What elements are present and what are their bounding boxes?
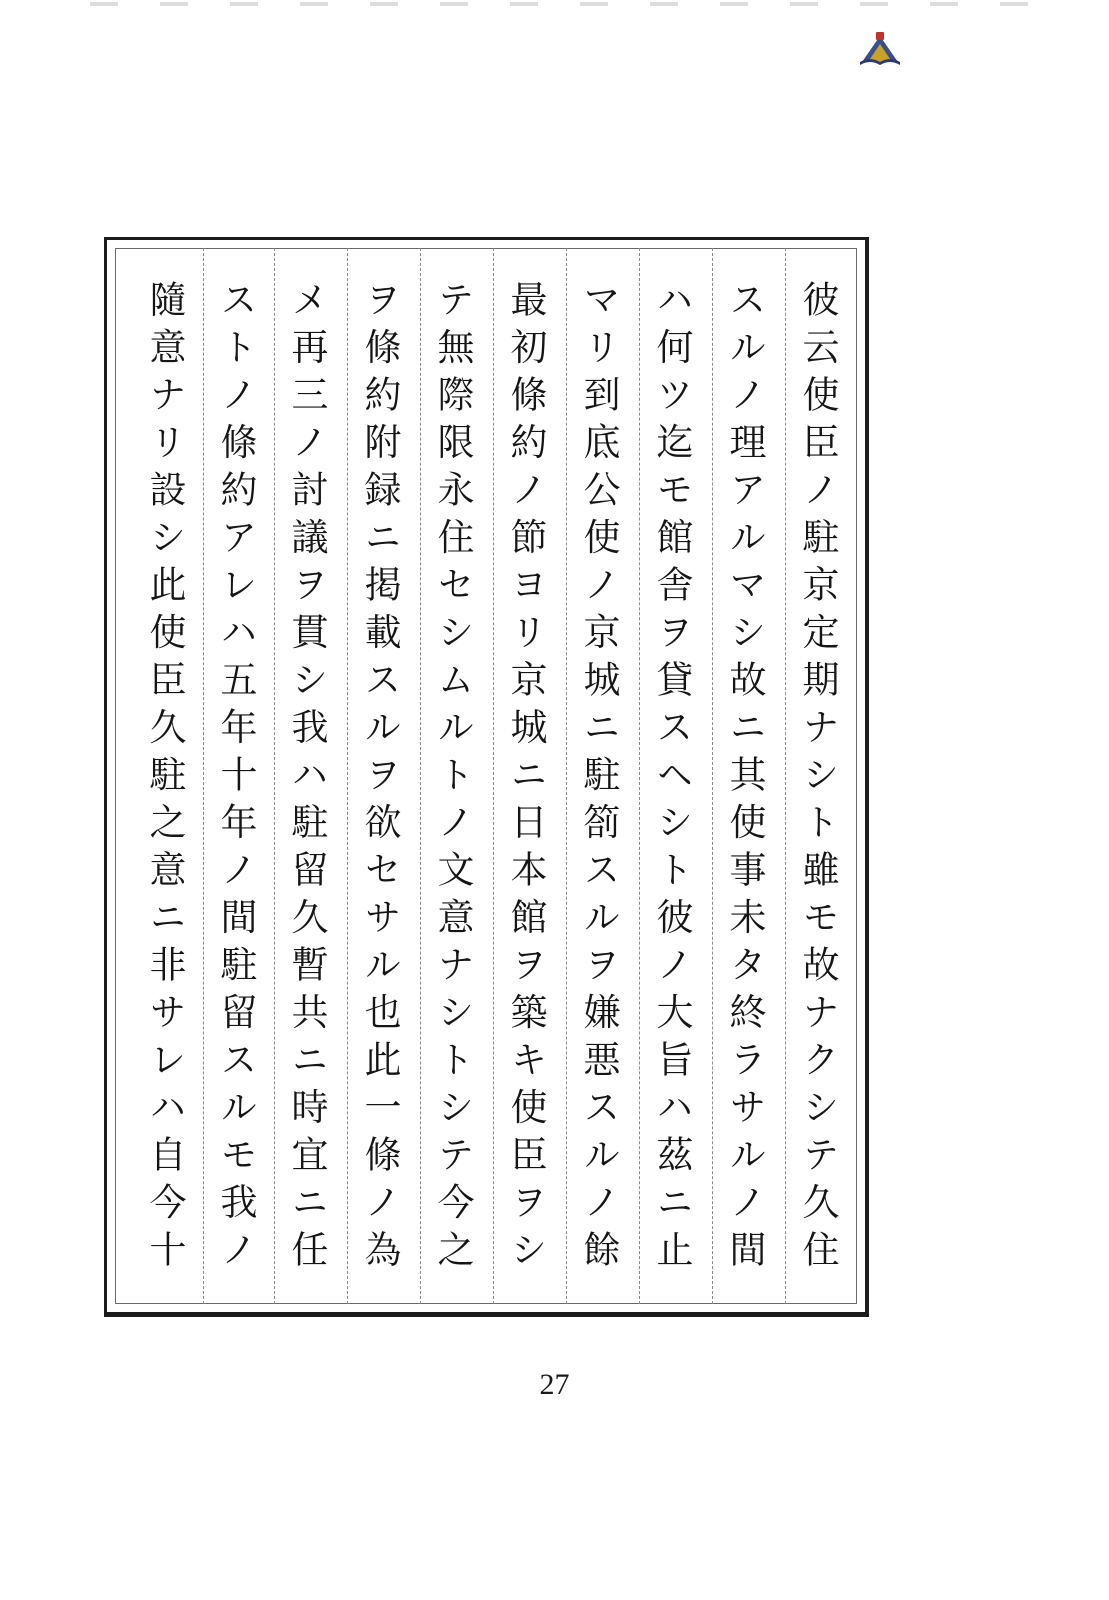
column-rule — [785, 248, 786, 1304]
text-column-5: 最初條約ノ節ヨリ京城ニ日本館ヲ築キ使臣ヲシ — [504, 280, 547, 1278]
page-number: 27 — [539, 1368, 570, 1401]
text-column-9: ストノ條約アレハ五年十年ノ間駐留スルモ我ノ — [214, 280, 257, 1278]
manuscript-frame — [104, 237, 869, 1317]
text-column-6: テ無際限永住セシムルトノ文意ナシトシテ今之 — [431, 280, 474, 1278]
text-column-2: スルノ理アルマシ故ニ其使事未タ終ラサルノ間 — [723, 280, 766, 1278]
column-rule — [493, 248, 494, 1304]
column-rule — [203, 248, 204, 1304]
column-rule — [639, 248, 640, 1304]
column-rule — [347, 248, 348, 1304]
column-rule — [420, 248, 421, 1304]
library-logo-icon — [858, 28, 902, 68]
column-rule — [566, 248, 567, 1304]
text-column-3: ハ何ツ迄モ館舎ヲ貸スヘシト彼ノ大旨ハ茲ニ止 — [650, 280, 693, 1278]
scan-edge-marks — [90, 2, 1030, 6]
column-rule — [712, 248, 713, 1304]
text-column-7: ヲ條約附録ニ掲載スルヲ欲セサル也此一條ノ為 — [358, 280, 401, 1278]
text-column-4: マリ到底公使ノ京城ニ駐箚スルヲ嫌悪スルノ餘 — [577, 280, 620, 1278]
column-rule — [274, 248, 275, 1304]
text-column-8: メ再三ノ討議ヲ貫シ我ハ駐留久暫共ニ時宜ニ任 — [285, 280, 328, 1278]
text-column-1: 彼云使臣ノ駐京定期ナシト雖モ故ナクシテ久住 — [796, 280, 839, 1278]
text-column-10: 隨意ナリ設シ此使臣久駐之意ニ非サレハ自今十 — [143, 280, 186, 1278]
